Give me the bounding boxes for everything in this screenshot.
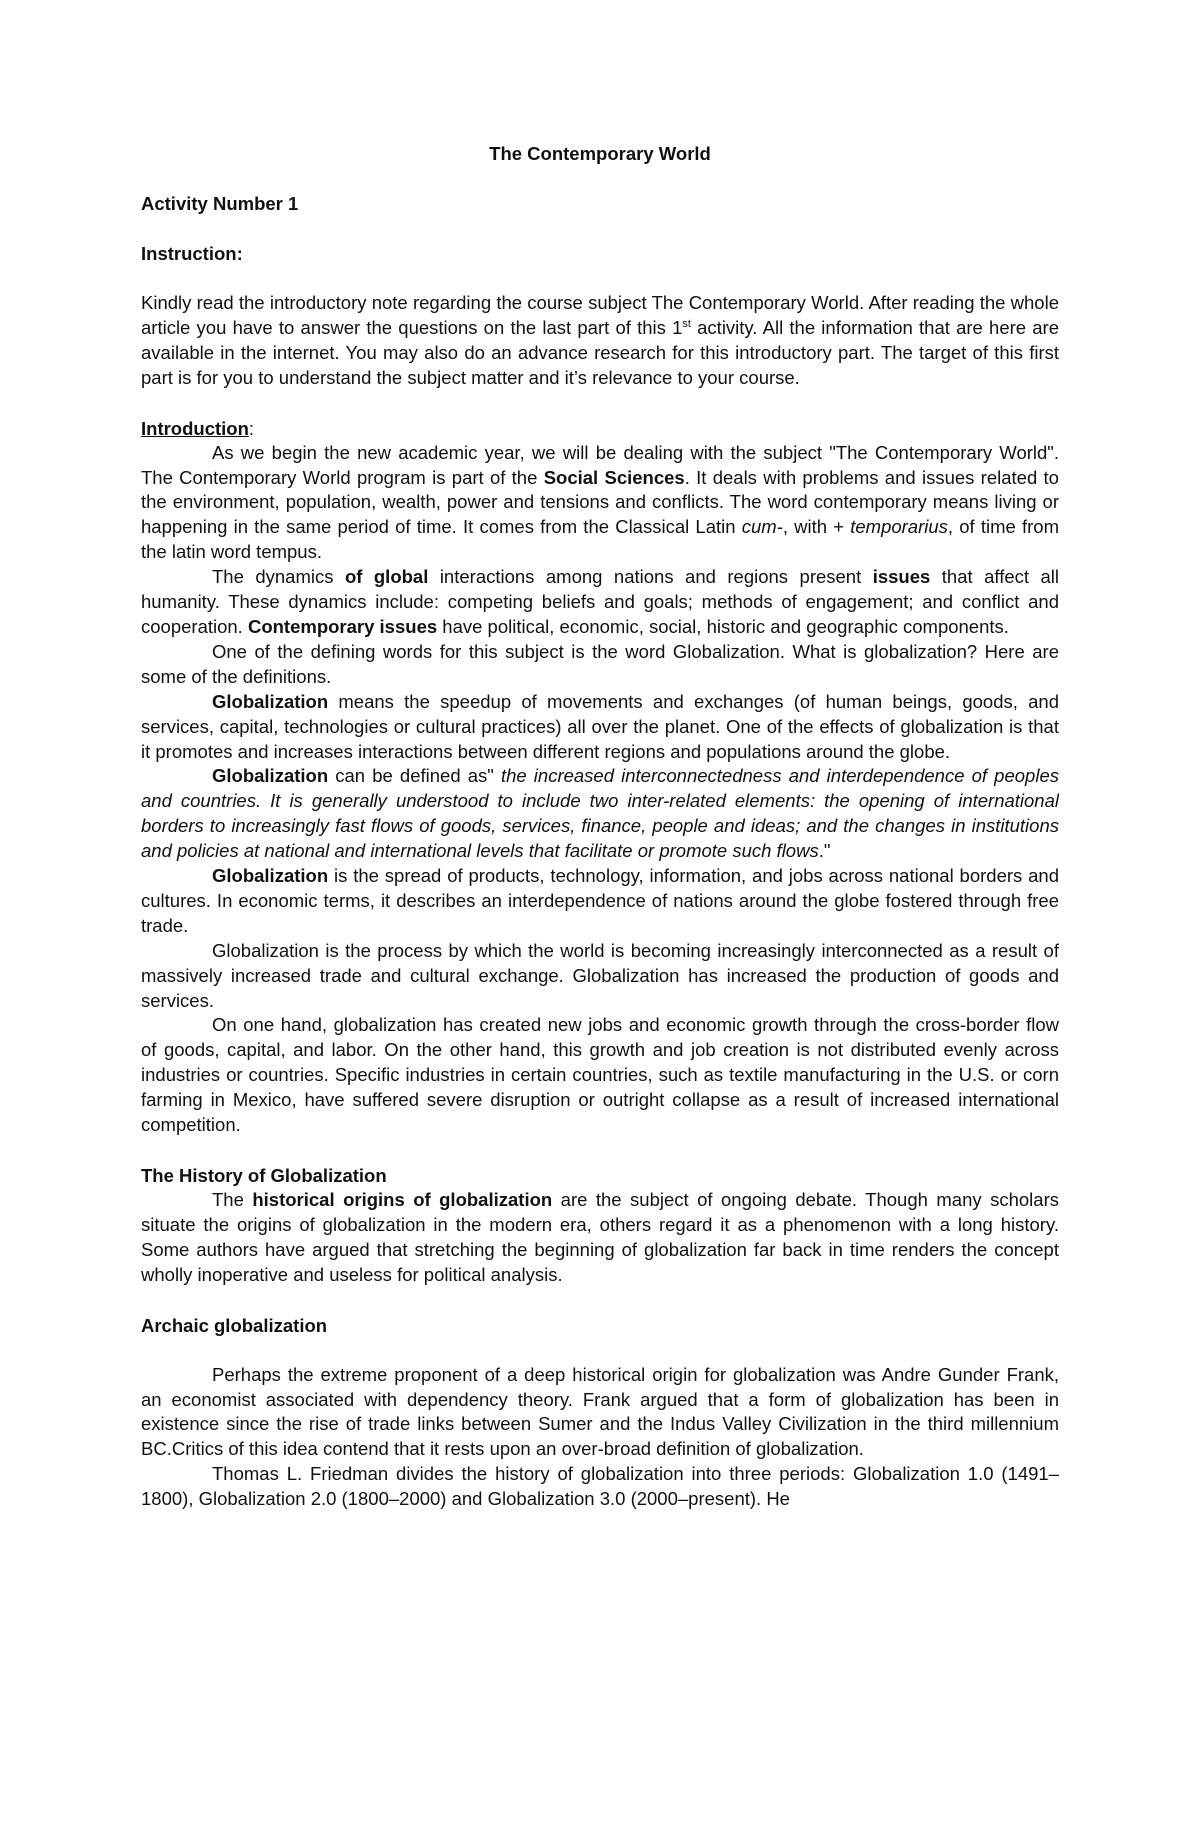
emphasis-social-sciences: Social Sciences: [543, 466, 685, 488]
text-run: , with +: [782, 516, 851, 538]
instruction-text-a: Kindly read the introductory note regarding the course subject The Contemporary World. After reading the whole article you have to answer the questions on the last part of this 1: [141, 292, 1059, 338]
text-run: As we begin the new academic year, we will be dealing with the subject "The Contemporary World". The Contemporary World program is part of the: [141, 441, 1059, 488]
ordinal-suffix: st: [682, 317, 691, 330]
instruction-text-b: activity. All the information that are here are available in the internet. You may also do an advance research for this introductory part. The target of this first part is for you to understand the subject matter and it’s relevance to your course.: [141, 316, 1059, 388]
intro-paragraph-8: On one hand, globalization has created new jobs and economic growth through the cross-border flow of goods, capital, and labor. On the other hand, this growth and job creation is not distributed evenly across industries or countries. Specific industries in certain countries, such as textile manufacturing in the U.S. or corn farming in Mexico, have suffered severe disruption or outright collapse as a result of increased international competition.: [141, 1014, 1059, 1136]
history-heading: The History of Globalization: [141, 1165, 387, 1186]
text-run: The: [212, 1189, 253, 1210]
text-run: , of time from the latin word tempus.: [141, 516, 1059, 563]
emphasis-historical-origins: historical origins of globalization: [252, 1189, 553, 1210]
text-run: means the speedup of movements and exchanges (of human beings, goods, and services, capital, technologies or cultural practices) all over the planet. One of the effects of globalization is that it promotes and increases interactions between different regions and populations around the globe.: [141, 690, 1059, 762]
emphasis-of-global: of global: [344, 566, 429, 588]
intro-paragraph-7: Globalization is the process by which the world is becoming increasingly interconnected as a result of massively increased trade and cultural exchange. Globalization has increased the production of goods and services.: [141, 939, 1059, 1011]
emphasis-globalization: Globalization: [212, 865, 329, 887]
intro-paragraph-1: [141, 441, 1059, 566]
introduction-heading-text: Introduction: [141, 417, 249, 439]
emphasis-globalization: Globalization: [212, 765, 329, 787]
text-run: The dynamics: [212, 566, 345, 588]
blank-line: [141, 1338, 1059, 1363]
introduction-heading: [141, 416, 1059, 441]
text-run: that affect all humanity. These dynamics include: competing beliefs and goals; methods of engagement; and conflict and cooperation.: [141, 566, 1059, 637]
emphasis-issues: issues: [872, 566, 931, 588]
intro-paragraph-2: [141, 565, 1059, 640]
activity-label: Activity Number 1: [141, 193, 299, 214]
latin-term-temporarius: temporarius: [850, 516, 948, 538]
introduction-heading-colon: :: [248, 417, 255, 439]
text-run: . It deals with problems and issues related to the environment, population, wealth, power and tensions and conflicts. The word contemporary means living or happening in the same period of time. It comes from the Classical Latin: [141, 466, 1059, 538]
instruction-paragraph: [141, 291, 1059, 391]
intro-paragraph-4: [141, 690, 1059, 765]
quoted-definition: the increased interconnectedness and interdependence of peoples and countries. It is generally understood to include two inter-related elements: the opening of international borders to increasingly fast flows of goods, services, finance, people and ideas; and the changes in institutions and policies at national and international levels that facilitate or promote such flows: [141, 765, 1059, 862]
text-run: have political, economic, social, historic and geographic components.: [437, 615, 1009, 637]
text-run: are the subject of ongoing debate. Though many scholars situate the origins of globalization in the modern era, others regard it as a phenomenon with a long history. Some authors have argued that stretching the beginning of globalization far back in time renders the concept wholly inoperative and useless for political analysis.: [141, 1189, 1059, 1285]
emphasis-contemporary-issues: Contemporary issues: [247, 615, 438, 637]
history-paragraph-1: [141, 1188, 1059, 1288]
archaic-paragraph-2: Thomas L. Friedman divides the history of globalization into three periods: Globalization 1.0 (1491–1800), Globalization 2.0 (1800–2000) and Globalization 3.0 (2000–present). He: [141, 1463, 1059, 1510]
text-run: is the spread of products, technology, information, and jobs across national borders and cultures. In economic terms, it describes an interdependence of nations around the globe fostered through free trade.: [141, 865, 1059, 936]
document-title: The Contemporary World: [489, 143, 711, 164]
intro-paragraph-3: One of the defining words for this subject is the word Globalization. What is globalization? Here are some of the definitions.: [141, 640, 1059, 687]
text-run: interactions among nations and regions present: [428, 566, 873, 588]
archaic-heading: Archaic globalization: [141, 1314, 328, 1336]
intro-paragraph-5: [141, 764, 1059, 864]
latin-term-cum: cum-: [741, 516, 783, 538]
text-run: can be defined as": [328, 765, 501, 787]
text-run: .": [818, 840, 831, 862]
emphasis-globalization: Globalization: [212, 690, 329, 712]
archaic-paragraph-1: Perhaps the extreme proponent of a deep historical origin for globalization was Andre Gunder Frank, an economist associated with dependency theory. Frank argued that a form of globalization has been in existence since the rise of trade links between Sumer and the Indus Valley Civilization in the third millennium BC.Critics of this idea contend that it rests upon an over-broad definition of globalization.: [141, 1363, 1059, 1460]
instruction-label: Instruction:: [141, 243, 243, 264]
intro-paragraph-6: [141, 864, 1059, 939]
